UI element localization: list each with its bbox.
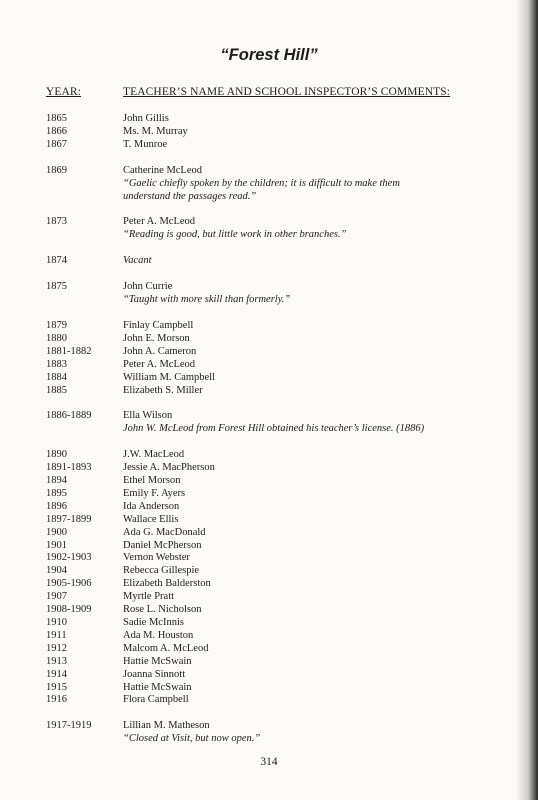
year-cell: 1916 [46,694,67,706]
record-line [46,178,506,191]
record-group [46,281,506,307]
record-line [46,126,506,139]
inspector-comment: “Closed at Visit, but now open.” [123,733,261,745]
teacher-name: John A. Cameron [123,345,197,357]
teacher-name: Catherine McLeod [123,164,203,176]
year-cell: 1902-1903 [46,552,92,564]
year-cell: 1911 [46,629,67,641]
record-line [46,410,506,423]
year-cell: 1915 [46,681,67,693]
teacher-name: Joanna Sinnott [123,668,186,680]
teacher-name: Ethel Morson [123,475,181,487]
record-line [46,449,506,462]
record-group [46,113,506,152]
record-line [46,229,506,242]
inspector-comment: “Reading is good, but little work in other branches.” [123,229,347,241]
year-cell: 1900 [46,526,67,538]
record-line [46,165,506,178]
record-line [46,604,506,617]
record-line [46,552,506,565]
teacher-name: John E. Morson [123,332,190,344]
year-cell: 1890 [46,449,67,461]
year-cell: 1866 [46,125,67,137]
year-cell [46,229,123,242]
page-title: “Forest Hill” [220,46,318,64]
teacher-name: Elizabeth S. Miller [123,384,203,396]
year-cell: 1879 [46,319,67,331]
record-line [46,139,506,152]
year-cell: 1865 [46,113,67,124]
year-cell [46,423,123,436]
page-edge-shadow [516,0,538,800]
teacher-name: Daniel McPherson [123,539,202,551]
year-cell: 1891-1893 [46,462,92,474]
record-line [46,630,506,643]
year-cell: 1874 [46,255,67,267]
record-line [46,346,506,359]
teacher-name: Myrtle Pratt [123,591,175,603]
teacher-name: Ms. M. Murray [123,125,188,137]
teacher-name: Finlay Campbell [123,319,194,331]
year-cell [46,733,123,746]
record-line [46,488,506,501]
record-line [46,733,506,746]
year-cell: 1897-1899 [46,513,92,525]
record-line [46,113,506,126]
year-cell: 1904 [46,565,67,577]
year-cell: 1895 [46,487,67,499]
record-line [46,475,506,488]
teacher-name: Lillian M. Matheson [123,720,210,732]
teacher-name: Rose L. Nicholson [123,604,202,616]
record-group [46,165,506,204]
teacher-name: Emily F. Ayers [123,487,186,499]
teacher-name: Vernon Webster [123,552,190,564]
record-group [46,449,506,707]
teacher-column-header: TEACHER’S NAME AND SCHOOL INSPECTOR’S COMMENTS: [123,86,451,98]
record-line [46,540,506,553]
year-cell: 1880 [46,332,67,344]
year-cell: 1886-1889 [46,410,92,422]
record-line [46,527,506,540]
year-cell: 1873 [46,216,67,228]
record-line [46,514,506,527]
teacher-name: T. Munroe [123,138,168,150]
year-column-header: YEAR: [46,86,81,98]
inspector-comment: Vacant [123,255,152,267]
teacher-record-list [46,113,506,759]
page-number: 314 [260,756,278,768]
year-cell: 1869 [46,164,67,176]
teacher-name: Hattie McSwain [123,655,192,667]
year-cell: 1885 [46,384,67,396]
record-line [46,720,506,733]
teacher-name: Jessie A. MacPherson [123,462,215,474]
record-group [46,410,506,436]
teacher-name: Ada G. MacDonald [123,526,206,538]
record-line [46,462,506,475]
record-line [46,578,506,591]
inspector-comment: “Taught with more skill than formerly.” [123,294,291,306]
record-line [46,501,506,514]
year-cell: 1907 [46,591,67,603]
record-group [46,255,506,268]
record-line [46,643,506,656]
record-line [46,372,506,385]
record-group [46,720,506,746]
record-line [46,682,506,695]
year-cell [46,294,123,307]
inspector-comment: understand the passages read.” [123,190,257,202]
year-cell: 1914 [46,668,67,680]
record-line [46,565,506,578]
teacher-name: Peter A. McLeod [123,216,196,228]
year-cell: 1913 [46,655,67,667]
year-cell: 1867 [46,138,67,150]
record-line [46,281,506,294]
teacher-name: Malcom A. McLeod [123,642,209,654]
record-line [46,694,506,707]
year-cell: 1884 [46,371,67,383]
record-line [46,669,506,682]
inspector-comment: “Gaelic chiefly spoken by the children; it is difficult to make them [123,177,400,189]
record-line [46,255,506,268]
year-cell: 1910 [46,617,67,628]
year-cell [46,178,123,191]
year-cell: 1894 [46,475,67,487]
record-group [46,216,506,242]
teacher-name: Peter A. McLeod [123,358,196,370]
record-line [46,320,506,333]
record-line [46,591,506,604]
teacher-name: J.W. MacLeod [123,449,185,461]
year-cell: 1881-1882 [46,345,92,357]
teacher-name: John Gillis [123,113,169,124]
year-cell [46,191,123,204]
record-line [46,294,506,307]
teacher-name: John Currie [123,281,173,293]
record-line [46,385,506,398]
teacher-name: William M. Campbell [123,371,216,383]
year-cell: 1901 [46,539,67,551]
year-cell: 1912 [46,642,67,654]
teacher-name: Ida Anderson [123,500,180,512]
teacher-name: Sadie McInnis [123,617,184,628]
year-cell: 1875 [46,281,67,293]
year-cell: 1905-1906 [46,578,92,590]
teacher-name: Hattie McSwain [123,681,192,693]
teacher-name: Elizabeth Balderston [123,578,211,590]
year-cell: 1908-1909 [46,604,92,616]
year-cell: 1917-1919 [46,720,92,732]
record-group [46,320,506,397]
record-line [46,656,506,669]
record-line [46,617,506,630]
teacher-name: Wallace Ellis [123,513,179,525]
record-line [46,423,506,436]
teacher-name: Rebecca Gillespie [123,565,200,577]
record-line [46,191,506,204]
record-line [46,216,506,229]
year-cell: 1883 [46,358,67,370]
record-line [46,359,506,372]
record-line [46,333,506,346]
teacher-name: Flora Campbell [123,694,189,706]
teacher-name: Ada M. Houston [123,629,194,641]
year-cell: 1896 [46,500,67,512]
inspector-comment: John W. McLeod from Forest Hill obtained his teacher’s license. (1886) [123,423,425,435]
teacher-name: Ella Wilson [123,410,173,422]
